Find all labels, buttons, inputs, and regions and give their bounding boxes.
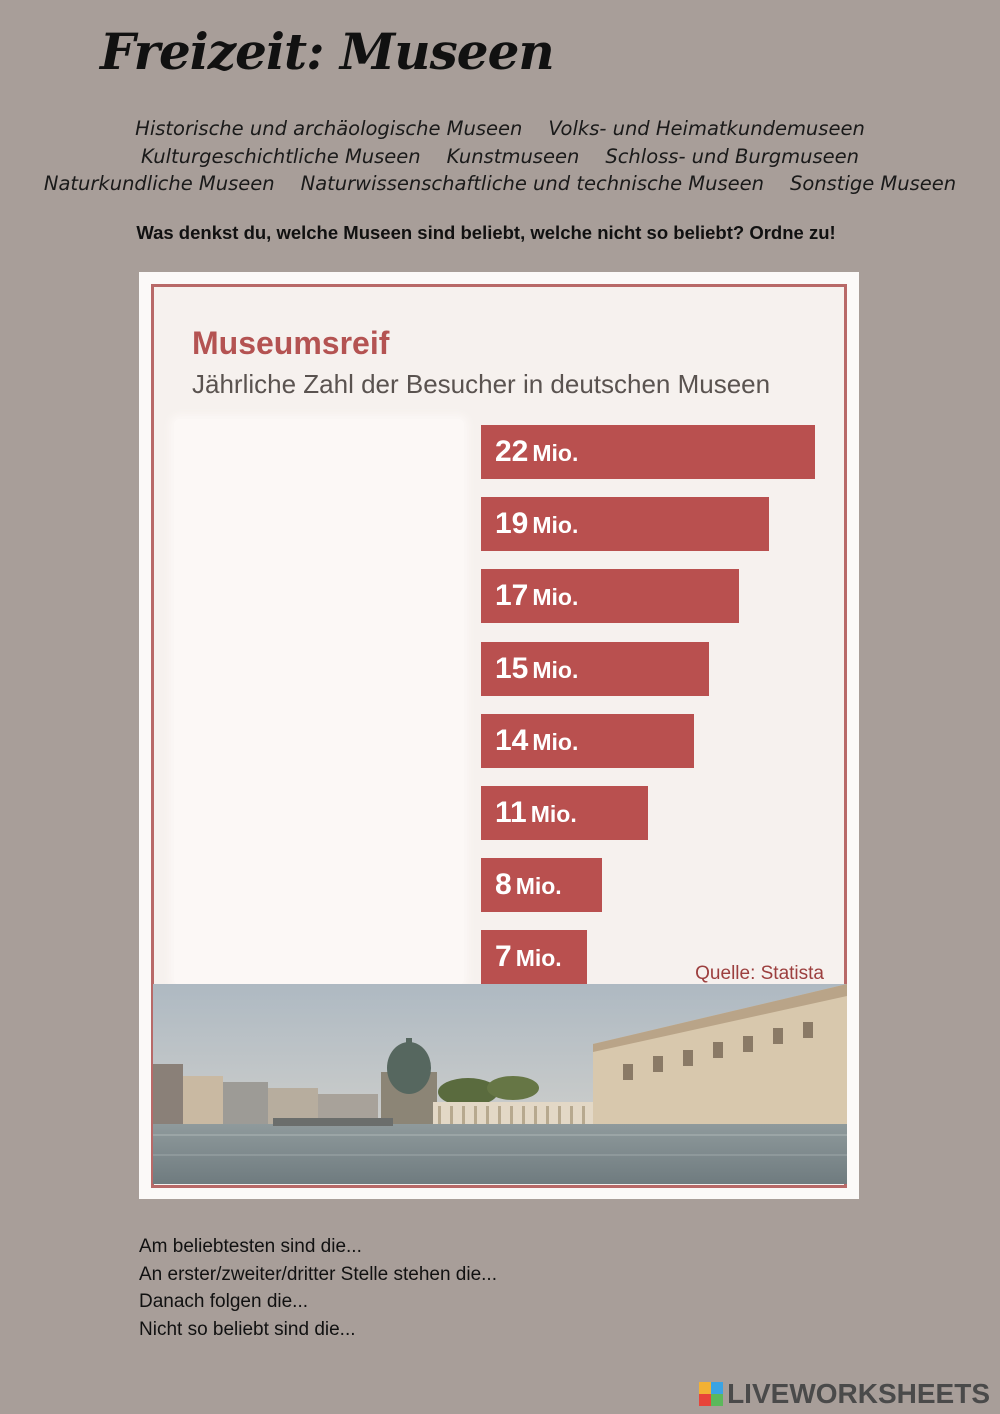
bar-8-mio: [481, 858, 602, 912]
bar-22-mio: [481, 425, 815, 479]
sentence-starter: An erster/zweiter/dritter Stelle stehen die...: [139, 1263, 497, 1285]
sentence-starter: Nicht so beliebt sind die...: [139, 1318, 356, 1340]
word-bank-item: Schloss- und Burgmuseen: [605, 144, 859, 168]
bar-value-label: 14 Mio.: [495, 723, 579, 757]
bar-value-label: 8 Mio.: [495, 868, 562, 902]
liveworksheets-logo-icon: [699, 1382, 723, 1406]
bar-value-label: 19 Mio.: [495, 507, 579, 541]
chart-source: Quelle: Statista: [695, 963, 824, 984]
liveworksheets-brand[interactable]: [699, 1378, 990, 1410]
word-bank-item: Kulturgeschichtliche Museen: [141, 144, 421, 168]
word-bank-item: Naturkundliche Museen: [43, 172, 275, 195]
sentence-starter: Danach folgen die...: [139, 1291, 309, 1312]
word-bank-item: Historische und archäologische Museen: [135, 117, 523, 140]
sentence-starter: Am beliebtesten sind die...: [139, 1236, 362, 1257]
chart-subtitle: Jährliche Zahl der Besucher in deutschen Museen: [192, 369, 771, 399]
bar-value-label: 15 Mio.: [495, 651, 579, 685]
bar-19-mio: [481, 497, 769, 551]
berlin-museum-island-photo: [153, 984, 847, 1184]
word-bank-item: Naturwissenschaftliche und technische Museen: [300, 172, 764, 195]
chart-title: Museumsreif: [192, 325, 390, 361]
bar-15-mio: [481, 642, 709, 696]
chart-photo: [139, 272, 859, 1199]
bar-17-mio: [481, 569, 739, 623]
bar-7-mio: [481, 930, 587, 984]
brand-name: LIVEWORKSHEETS: [727, 1378, 990, 1409]
word-bank: [10, 115, 990, 198]
bar-value-label: 7 Mio.: [495, 940, 562, 974]
word-bank-item: Volks- und Heimatkundemuseen: [548, 117, 865, 140]
word-bank-item: Sonstige Museen: [789, 172, 957, 195]
bar-value-label: 17 Mio.: [495, 579, 579, 613]
bar-value-label: 22 Mio.: [495, 435, 579, 468]
word-bank-item: Kunstmuseen: [446, 144, 580, 168]
worksheet-title: Freizeit: Museen: [100, 22, 554, 81]
bar-value-label: 11 Mio.: [495, 796, 577, 829]
sentence-starters: [139, 1233, 497, 1343]
bar-11-mio: [481, 786, 648, 840]
bar-14-mio: [481, 714, 694, 768]
task-instruction: Was denkst du, welche Museen sind beliebt, welche nicht so beliebt? Ordne zu!: [136, 222, 836, 243]
